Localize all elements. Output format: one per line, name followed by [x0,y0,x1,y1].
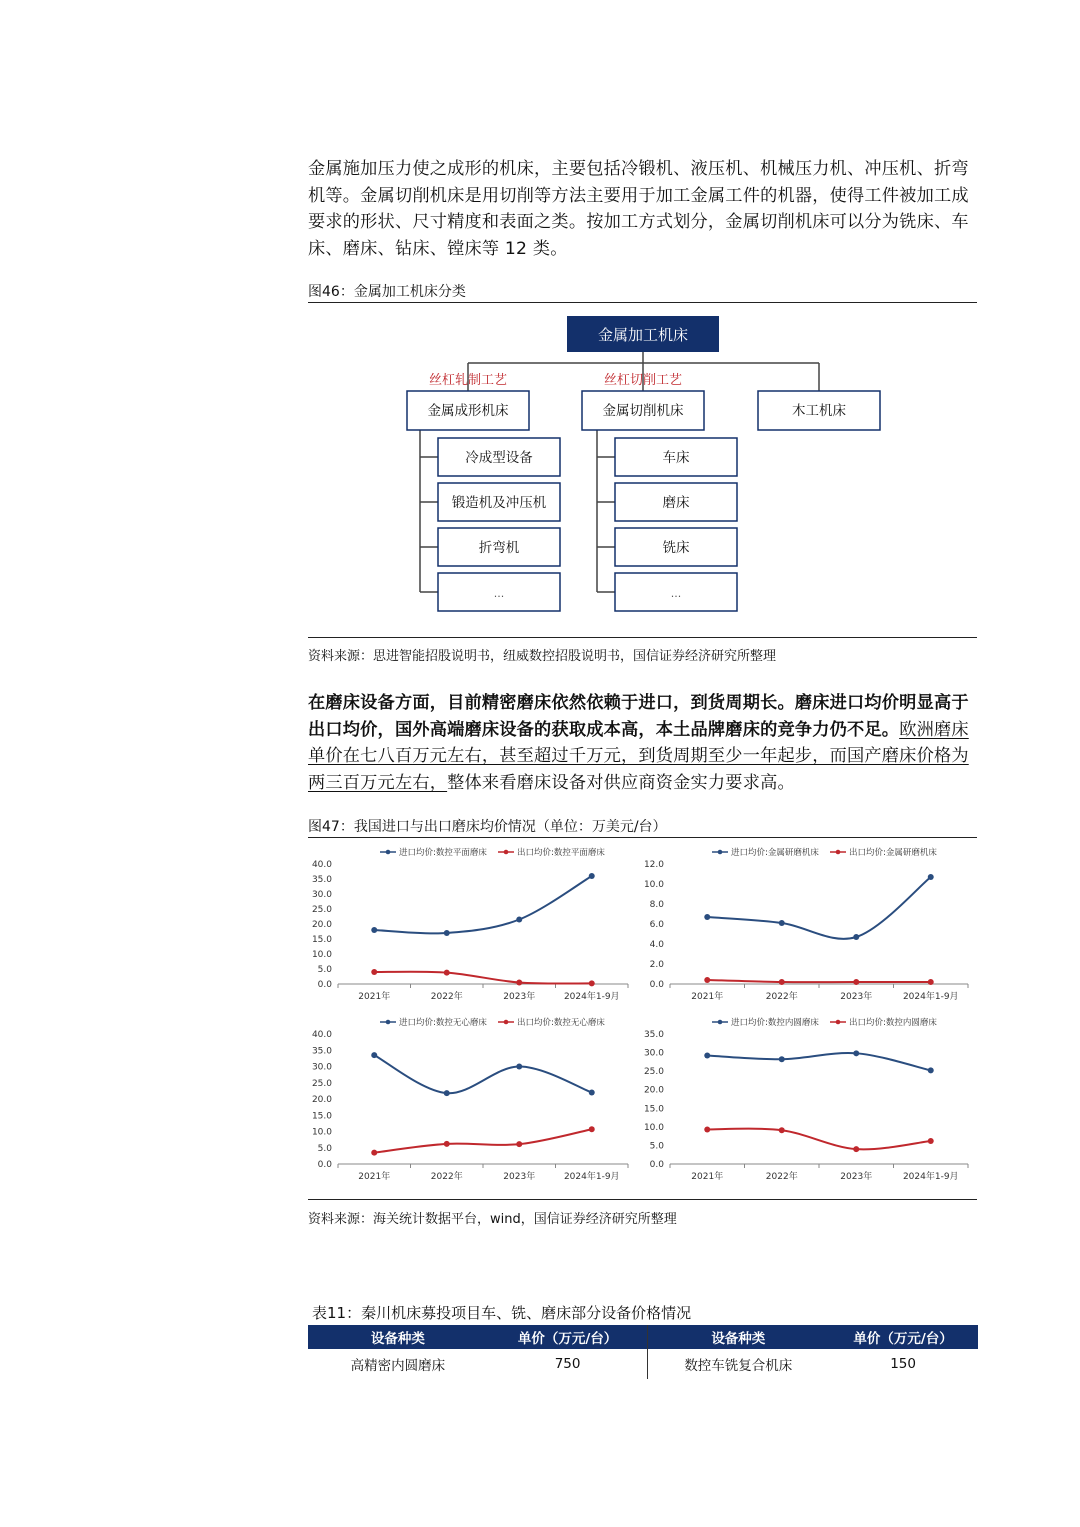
chart-centerless-grinder [308,1012,638,1194]
col-header: 单价（万元/台） [828,1325,978,1349]
data-point [371,927,377,933]
data-point [928,874,934,880]
y-tick-label: 35.0 [643,1030,664,1040]
process-label-left: 丝杠轧制工艺 [428,373,508,388]
grinder-paragraph [308,690,980,796]
data-point [704,1053,710,1059]
data-point [589,873,595,879]
y-tick-label: 25.0 [643,1067,664,1078]
y-tick-label: 2.0 [649,960,664,970]
branch-cutting-label: 金属切削机床 [602,403,684,419]
y-tick-label: 12.0 [643,860,664,870]
data-point [779,1056,785,1062]
cutting-child-label: ... [670,587,682,600]
table-row [308,1349,978,1379]
legend-marker [836,850,841,855]
chart-metal-grinder [640,842,978,1014]
legend-label: 出口均价:金属研磨机床 [849,848,937,858]
legend-label: 进口均价:数控内圆磨床 [731,1018,819,1028]
x-tick-label: 2022年 [430,1172,463,1182]
x-tick-label: 2024年1-9月 [902,992,959,1002]
col-header: 单价（万元/台） [488,1325,648,1349]
table-cell: 高精密内圆磨床 [350,1358,446,1374]
data-point [853,1146,859,1152]
data-point [371,1150,377,1156]
figure47-top-rule [308,837,977,838]
x-tick-label: 2021年 [691,1172,724,1182]
x-tick-label: 2022年 [430,992,463,1002]
price-table [308,1325,978,1379]
figure46-top-rule [308,302,977,303]
x-tick-label: 2023年 [503,1172,536,1182]
legend-label: 进口均价:数控无心磨床 [399,1018,487,1028]
cutting-child-label: 铣床 [662,540,690,556]
data-point [589,1090,595,1096]
data-point [704,1126,710,1132]
y-tick-label: 5.0 [649,1141,664,1152]
data-point [928,1067,934,1073]
x-tick-label: 2021年 [691,992,724,1002]
data-point [589,980,595,986]
data-point [371,969,377,975]
legend-marker [386,1020,391,1025]
y-tick-label: 15.0 [311,1111,332,1122]
y-tick-label: 20.0 [643,1085,664,1096]
forming-child-label: 锻造机及冲压机 [451,495,547,511]
table-cell: 750 [488,1349,648,1379]
y-tick-label: 35.0 [311,875,332,885]
x-tick-label: 2023年 [840,1172,873,1182]
grinder-paragraph-underlined: 欧洲磨床单价在七八百万元左右，甚至超过千万元，到货周期至少一年起步，而国产磨床价格为两三百万元左右， [308,719,969,793]
series-line [374,876,592,933]
chart-internal-grinder [640,1012,978,1194]
x-tick-label: 2021年 [358,1172,391,1182]
y-tick-label: 0.0 [649,1160,664,1170]
figure47-source: 资料来源：海关统计数据平台，wind，国信证券经济研究所整理 [308,1212,677,1227]
grinder-paragraph-normal: 整体来看磨床设备对供应商资金实力要求高。 [447,772,795,793]
y-tick-label: 5.0 [317,965,332,975]
data-point [444,1090,450,1096]
legend-marker [836,1020,841,1025]
data-point [371,1052,377,1058]
legend-marker [718,1020,723,1025]
chart-surface-grinder [308,842,638,1014]
data-point [853,979,859,985]
series-line [374,1055,592,1093]
legend-marker [504,1020,509,1025]
y-tick-label: 30.0 [311,1062,332,1073]
intro-paragraph: 金属施加压力使之成形的机床，主要包括冷锻机、液压机、机械压力机、冲压机、折弯机等。金属切削机床是用切削等方法主要用于加工金属工件的机器，使得工件被加工成要求的形状、尺寸精度和表面之类。按加工方式划分，金属切削机床可以分为铣床、车床、磨床、钻床、镗床等 12 类。 [308,159,969,259]
series-line [374,972,592,984]
series-line [707,1129,931,1150]
x-tick-label: 2022年 [765,992,798,1002]
data-point [516,980,522,986]
y-tick-label: 30.0 [643,1048,664,1059]
y-tick-label: 25.0 [311,1078,332,1089]
y-tick-label: 10.0 [311,1127,332,1138]
col-header: 设备种类 [308,1325,488,1349]
branch-forming-label: 金属成形机床 [427,403,509,419]
y-tick-label: 6.0 [649,920,664,930]
forming-child-label: 冷成型设备 [465,450,533,466]
data-point [516,917,522,923]
x-tick-label: 2024年1-9月 [563,992,620,1002]
data-point [704,977,710,983]
y-tick-label: 25.0 [311,905,332,915]
data-point [779,920,785,926]
y-tick-label: 35.0 [311,1046,332,1057]
legend-marker [504,850,509,855]
table11-title: 表11：秦川机床募投项目车、铣、磨床部分设备价格情况 [312,1304,692,1322]
data-point [444,930,450,936]
y-tick-label: 10.0 [643,1122,664,1133]
root-node-label: 金属加工机床 [597,326,689,344]
figure46-bottom-rule [308,637,977,638]
data-point [928,979,934,985]
process-label-right: 丝杠切削工艺 [603,373,683,388]
data-point [516,1141,522,1147]
x-tick-label: 2024年1-9月 [563,1172,620,1182]
figure46-title: 图46：金属加工机床分类 [308,284,466,300]
figure47-title: 图47：我国进口与出口磨床均价情况（单位：万美元/台） [308,819,667,835]
x-tick-label: 2022年 [765,1172,798,1182]
data-point [444,970,450,976]
col-header: 设备种类 [648,1325,828,1349]
legend-marker [718,850,723,855]
cutting-child-label: 磨床 [662,495,690,511]
x-tick-label: 2023年 [840,992,873,1002]
table-cell: 150 [890,1356,916,1372]
data-point [516,1064,522,1070]
y-tick-label: 0.0 [317,980,332,990]
y-tick-label: 0.0 [317,1160,332,1170]
price-table-header-row [308,1325,978,1349]
grinder-paragraph-bold: 在磨床设备方面，目前精密磨床依然依赖于进口，到货周期长。磨床进口均价明显高于出口均价，国外高端磨床设备的获取成本高，本土品牌磨床的竞争力仍不足。 [308,693,969,740]
y-tick-label: 15.0 [311,935,332,945]
legend-label: 进口均价:金属研磨机床 [731,848,819,858]
figure47-bottom-rule [308,1199,977,1200]
y-tick-label: 5.0 [317,1143,332,1154]
table-cell: 数控车铣复合机床 [684,1358,793,1374]
legend-label: 进口均价:数控平面磨床 [399,848,487,858]
series-line [707,980,931,982]
y-tick-label: 10.0 [643,880,664,890]
data-point [444,1141,450,1147]
y-tick-label: 10.0 [311,950,332,960]
y-tick-label: 4.0 [649,940,664,950]
legend-label: 出口均价:数控无心磨床 [517,1018,605,1028]
series-line [374,1129,592,1152]
x-tick-label: 2023年 [503,992,536,1002]
data-point [704,914,710,920]
y-tick-label: 40.0 [311,1030,332,1040]
forming-child-label: ... [493,587,505,600]
y-tick-label: 20.0 [311,1095,332,1105]
data-point [589,1126,595,1132]
data-point [928,1138,934,1144]
forming-child-label: 折弯机 [478,540,520,556]
data-point [853,1050,859,1056]
x-tick-label: 2021年 [358,992,391,1002]
y-tick-label: 8.0 [649,900,664,910]
legend-label: 出口均价:数控平面磨床 [517,848,605,858]
y-tick-label: 40.0 [311,860,332,870]
data-point [779,1127,785,1133]
figure46-source: 资料来源：思进智能招股说明书，纽威数控招股说明书，国信证券经济研究所整理 [308,649,777,664]
branch-woodworking-label: 木工机床 [792,403,846,419]
legend-label: 出口均价:数控内圆磨床 [849,1018,937,1028]
y-tick-label: 30.0 [311,890,332,900]
y-tick-label: 0.0 [649,980,664,990]
cutting-child-label: 车床 [662,450,690,466]
data-point [853,934,859,940]
data-point [779,979,785,985]
series-line [707,877,931,939]
y-tick-label: 15.0 [643,1104,664,1115]
figure46-tree-diagram [400,310,900,620]
x-tick-label: 2024年1-9月 [902,1172,959,1182]
series-line [707,1053,931,1070]
legend-marker [386,850,391,855]
y-tick-label: 20.0 [311,920,332,930]
